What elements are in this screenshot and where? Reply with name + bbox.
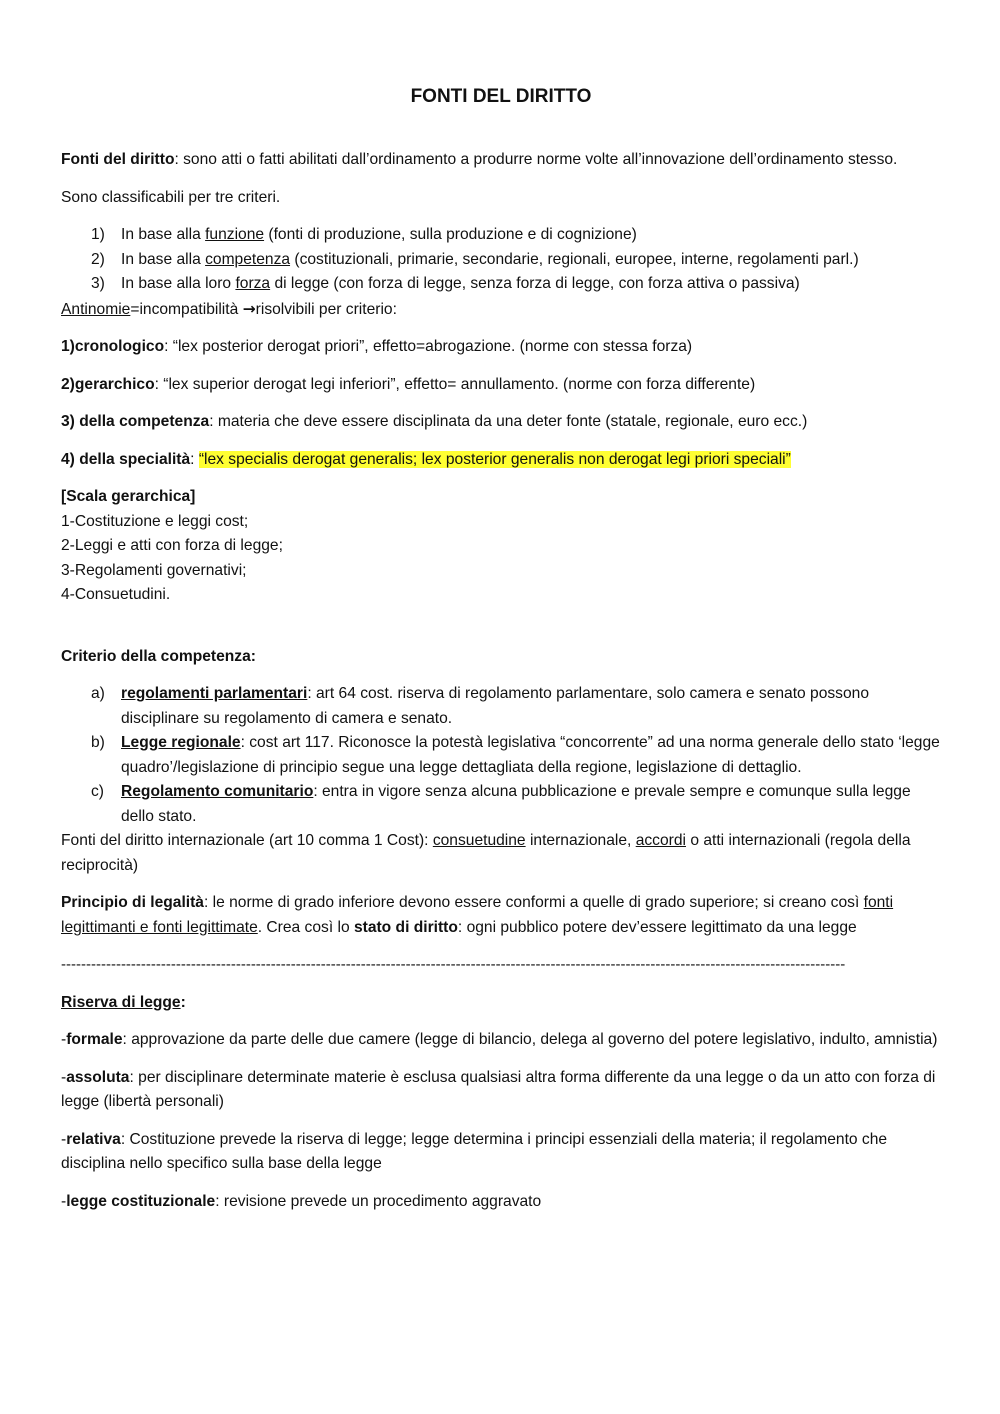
reserve-text: : approvazione da parte delle due camere (legge di bilancio, delega al governo del potere legislativo, indulto, amnistia) bbox=[122, 1031, 938, 1048]
list-item bbox=[61, 731, 941, 780]
antinomie-term: Antinomie bbox=[61, 300, 131, 318]
list-item-key: regolamenti parlamentari bbox=[121, 685, 308, 702]
intro-text: : sono atti o fatti abilitati dall’ordinamento a produrre norme volte all’innovazione dell’ordinamento stesso. bbox=[174, 151, 898, 168]
international-paragraph bbox=[61, 829, 941, 878]
list-item bbox=[61, 780, 941, 829]
reserve-item-absolute bbox=[61, 1066, 941, 1115]
reserve-term: relativa bbox=[66, 1130, 121, 1148]
legality-text: : le norme di grado inferiore devono essere conformi a quelle di grado superiore; si creano così bbox=[203, 894, 864, 911]
list-item-key: Legge regionale bbox=[121, 734, 241, 751]
list-item-key: funzione bbox=[205, 226, 265, 243]
criterion-label: 2)gerarchico bbox=[61, 375, 155, 393]
competence-heading: Criterio della competenza: bbox=[61, 647, 256, 665]
antinomie-paragraph bbox=[61, 297, 941, 323]
international-text: internazionale, bbox=[525, 832, 636, 849]
list-marker: 2) bbox=[91, 250, 105, 268]
legality-key: fonti legittimanti e fonti legittimate bbox=[61, 894, 894, 936]
document-title: FONTI DEL DIRITTO bbox=[410, 86, 592, 107]
criterion-text: : materia che deve essere disciplinata da una deter fonte (statale, regionale, euro ecc.) bbox=[209, 413, 808, 430]
reserve-item-formal bbox=[61, 1028, 941, 1053]
list-marker: 3) bbox=[91, 275, 105, 292]
reserve-term: legge costituzionale bbox=[66, 1192, 216, 1210]
legality-text: : ogni pubblico potere dev’essere legittimato da una legge bbox=[457, 918, 857, 936]
reserve-text: : Costituzione prevede la riserva di legge; legge determina i principi essenziali della materia; il regolamento che disciplina nello specifico sulla base della legge bbox=[61, 1130, 888, 1172]
international-key: consuetudine bbox=[432, 832, 526, 849]
criterion-hierarchical bbox=[61, 373, 941, 398]
reserve-text: : per disciplinare determinate materie è esclusa qualsiasi altra forma differente da una legge o da un atto con forza di legge (libertà personali) bbox=[61, 1068, 936, 1110]
criterion-text: : “lex superior derogat legi inferiori”, effetto= annullamento. (norme con forza differente) bbox=[154, 375, 756, 393]
reserve-item-constitutional bbox=[61, 1190, 941, 1215]
list-item bbox=[61, 682, 941, 731]
reserve-item-relative bbox=[61, 1128, 941, 1177]
competence-list bbox=[61, 682, 941, 829]
hierarchy-scale bbox=[61, 485, 941, 608]
reserve-dash: - bbox=[61, 1031, 67, 1048]
list-item bbox=[61, 248, 941, 273]
international-key: accordi bbox=[635, 832, 686, 849]
list-marker: 1) bbox=[91, 226, 105, 243]
criterion-label: 3) della competenza bbox=[61, 413, 210, 430]
list-item-text: (fonti di produzione, sulla produzione e di cognizione) bbox=[264, 226, 637, 243]
international-text: o atti internazionali (regola della reciprocità) bbox=[61, 832, 911, 874]
list-item-text: In base alla bbox=[121, 226, 206, 243]
list-marker: b) bbox=[91, 734, 105, 751]
legality-paragraph bbox=[61, 891, 941, 940]
reserve-dash: - bbox=[61, 1192, 67, 1210]
reserve-term: formale bbox=[66, 1031, 123, 1048]
reserve-heading-colon: : bbox=[180, 993, 186, 1011]
reserve-dash: - bbox=[61, 1068, 67, 1086]
legality-text: . Crea così lo bbox=[257, 918, 354, 936]
classification-sentence: Sono classificabili per tre criteri. bbox=[61, 188, 281, 206]
international-text: Fonti del diritto internazionale (art 10 comma 1 Cost): bbox=[61, 832, 433, 849]
criterion-label: 4) della specialità bbox=[61, 450, 191, 468]
reserve-heading-text: Riserva di legge bbox=[61, 993, 181, 1011]
reserve-dash: - bbox=[61, 1130, 67, 1148]
scale-item: 2-Leggi e atti con forza di legge; bbox=[61, 537, 283, 554]
dashed-separator: ------------------------------------------------------------------------------------------------------------------------------------------------------------- bbox=[61, 956, 846, 973]
reserve-heading bbox=[61, 991, 941, 1016]
scale-item: 3-Regolamenti governativi; bbox=[61, 561, 247, 579]
antinomie-text: risolvibili per criterio: bbox=[255, 300, 397, 318]
reserve-text: : revisione prevede un procedimento aggravato bbox=[215, 1192, 542, 1210]
criterion-label: 1)cronologico bbox=[61, 338, 165, 355]
document-body bbox=[61, 84, 941, 1227]
reserve-term: assoluta bbox=[66, 1068, 130, 1086]
scale-heading: [Scala gerarchica] bbox=[61, 488, 196, 505]
list-item bbox=[61, 223, 941, 248]
criterion-text: : bbox=[190, 450, 199, 468]
scale-item: 4-Consuetudini. bbox=[61, 586, 171, 603]
list-item-text: : cost art 117. Riconosce la potestà legislativa “concorrente” ad una norma generale dello stato ‘legge quadro’/legislazione di principio segue una legge dettagliata della regione, legislazione di dettaglio. bbox=[121, 734, 940, 776]
classification-list bbox=[61, 223, 941, 297]
list-item-key: Regolamento comunitario bbox=[121, 783, 314, 800]
arrow-right-icon: → bbox=[242, 299, 256, 318]
criterion-specialty bbox=[61, 448, 941, 473]
list-item-text: (costituzionali, primarie, secondarie, regionali, europee, interne, regolamenti parl.) bbox=[290, 250, 859, 268]
legality-term: Principio di legalità bbox=[61, 894, 204, 911]
list-marker: c) bbox=[91, 783, 104, 800]
list-item-text: : entra in vigore senza alcuna pubblicazione e prevale sempre e comunque sulla legge dello stato. bbox=[121, 783, 911, 825]
list-item-text: di legge (con forza di legge, senza forza di legge, con forza attiva o passiva) bbox=[270, 275, 800, 292]
legality-bold: stato di diritto bbox=[353, 918, 458, 936]
scale-item: 1-Costituzione e leggi cost; bbox=[61, 512, 249, 530]
list-item-text: : art 64 cost. riserva di regolamento parlamentare, solo camera e senato possono disciplinare su regolamento di camera e senato. bbox=[121, 685, 870, 727]
criterion-competence bbox=[61, 410, 941, 435]
criterion-chronological bbox=[61, 335, 941, 360]
list-marker: a) bbox=[91, 685, 105, 702]
list-item-key: forza bbox=[235, 275, 271, 292]
antinomie-text: =incompatibilità bbox=[130, 300, 243, 318]
list-item-text: In base alla bbox=[121, 250, 206, 268]
intro-paragraph bbox=[61, 148, 941, 173]
highlighted-quote: “lex specialis derogat generalis; lex posterior generalis non derogat legi priori speciali” bbox=[198, 450, 791, 468]
intro-term: Fonti del diritto bbox=[61, 151, 175, 168]
list-item-text: In base alla loro bbox=[121, 275, 236, 292]
list-item-key: competenza bbox=[205, 250, 291, 268]
list-item bbox=[61, 272, 941, 297]
criterion-text: : “lex posterior derogat priori”, effetto=abrogazione. (norme con stessa forza) bbox=[164, 338, 693, 355]
